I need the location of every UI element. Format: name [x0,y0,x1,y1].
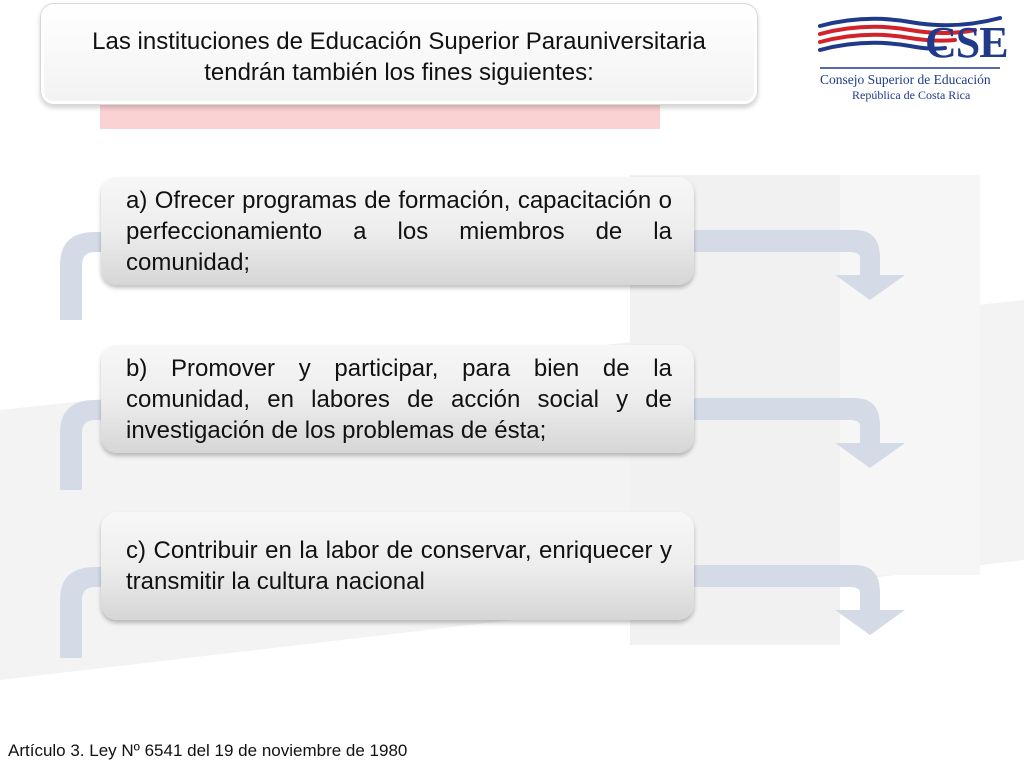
page-title [40,26,758,88]
logo-abbreviation: CSE [925,18,1008,67]
title-line-1: Las instituciones de Educación Superior Parauniversitaria [92,28,706,55]
logo-name: Consejo Superior de Educación [820,72,991,87]
objective-text-c: c) Contribuir en la labor de conservar, enriquecer y transmitir la cultura nacional [126,537,672,595]
legal-citation: Artículo 3. Ley Nº 6541 del 19 de noviembre de 1980 [8,741,408,760]
title-line-2: tendrán también los fines siguientes: [204,59,594,86]
objective-text-b: b) Promover y participar, para bien de la comunidad, en labores de acción social y de investigación de los problemas de ésta; [126,355,672,444]
logo-country: República de Costa Rica [852,88,971,102]
objective-item-c [101,512,694,620]
objective-item-a [101,177,694,285]
objective-item-b [101,345,694,453]
objective-text-a: a) Ofrecer programas de formación, capacitación o perfeccionamiento a los miembros de la comunidad; [126,187,672,276]
